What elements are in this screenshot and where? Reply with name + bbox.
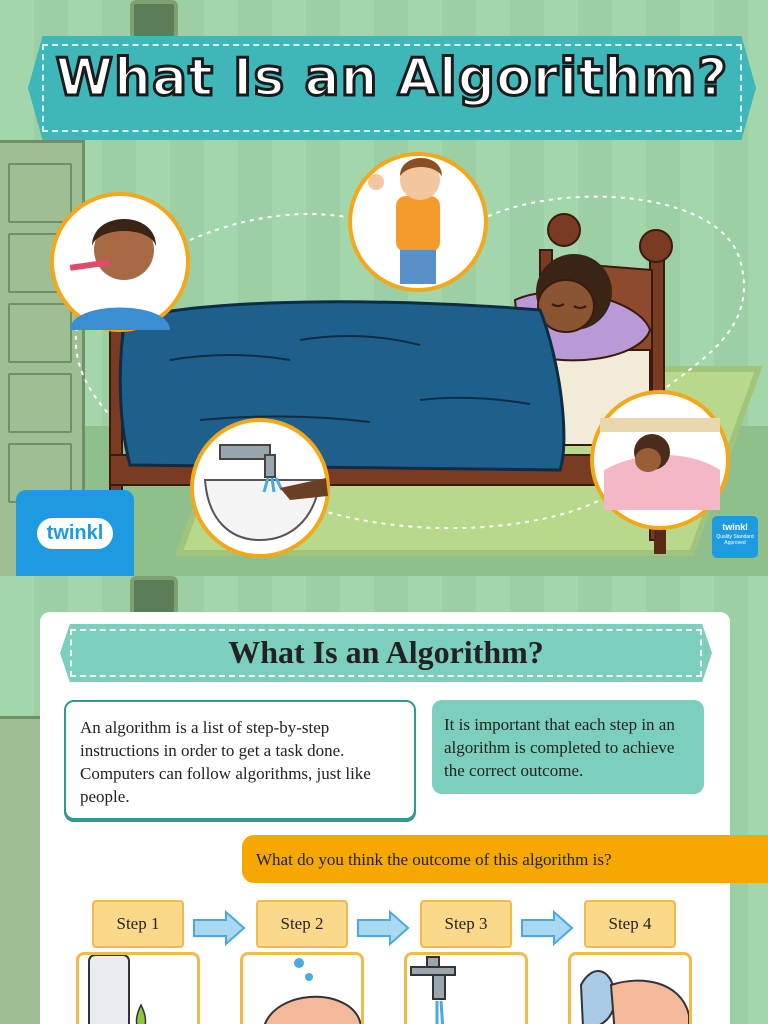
quality-badge — [712, 516, 758, 558]
question-text: What do you think the outcome of this algorithm is? — [256, 850, 612, 869]
waking-up-circle — [350, 154, 486, 290]
towel-drying-icon — [568, 952, 692, 1024]
twinkl-logo[interactable] — [16, 490, 134, 576]
content-slide — [0, 576, 768, 1024]
step-1-label: Step 1 — [92, 900, 184, 948]
importance-box — [432, 700, 704, 794]
tap-icon — [404, 952, 528, 1024]
slide-title: What Is an Algorithm? — [55, 48, 729, 108]
title-banner — [28, 36, 756, 140]
step-4-label: Step 4 — [584, 900, 676, 948]
slide-heading: What Is an Algorithm? — [228, 634, 544, 670]
logo-text: twinkl — [37, 518, 114, 549]
step-3-label: Step 3 — [420, 900, 512, 948]
question-box — [242, 835, 768, 883]
sleeping-circle — [592, 392, 728, 528]
definition-text: An algorithm is a list of step-by-step instructions in order to get a task done. Computers can follow algorithms, just like people. — [80, 718, 371, 806]
arrow-right-icon — [192, 910, 246, 946]
washing-face-icon — [240, 952, 364, 1024]
soap-dispenser-icon — [76, 952, 200, 1024]
arrow-right-icon — [520, 910, 574, 946]
badge-title: twinkl — [722, 522, 748, 532]
step-2-label: Step 2 — [256, 900, 348, 948]
heading-banner — [60, 624, 712, 682]
importance-text: It is important that each step in an algorithm is completed to achieve the correct outcome. — [444, 715, 675, 780]
brushing-teeth-circle — [52, 194, 188, 330]
badge-subtitle: Quality Standard Approved — [716, 534, 754, 546]
arrow-right-icon — [356, 910, 410, 946]
picture-frame — [130, 576, 178, 616]
definition-box — [64, 700, 416, 820]
washing-hands-circle — [192, 420, 328, 556]
